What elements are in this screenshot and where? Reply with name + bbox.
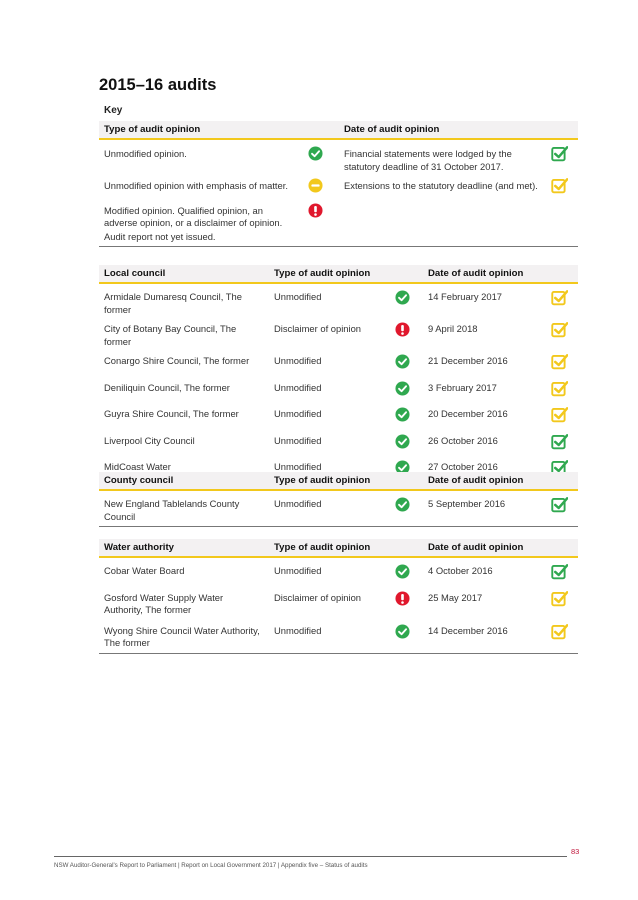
yellow-checkbox-icon [551, 185, 568, 196]
water-row [99, 617, 578, 654]
local-date: 27 October 2016 [423, 453, 543, 483]
local-opinion: Unmodified [274, 434, 322, 446]
key-date-text: Extensions to the statutory deadline (and met). [344, 180, 538, 191]
local-name: Guyra Shire Council, The former [104, 408, 239, 419]
green-check-circle-icon [395, 570, 410, 581]
green-check-circle-icon [395, 387, 410, 398]
green-check-circle-icon [395, 413, 410, 424]
local-date: 3 February 2017 [428, 381, 497, 393]
local-date: 14 February 2017 [428, 291, 503, 302]
local-opinion-icon-cell [383, 427, 423, 454]
water-date: 25 May 2017 [428, 591, 483, 603]
yellow-checkbox-icon [551, 414, 568, 425]
key-row [99, 230, 578, 247]
key-row [99, 198, 578, 230]
county-opinion-icon-cell [383, 490, 423, 527]
key-date-text [339, 230, 545, 247]
yellow-minus-circle-icon [308, 184, 323, 195]
green-check-circle-icon [395, 360, 410, 371]
local-row [99, 400, 578, 427]
water-date-icon-cell [543, 557, 578, 584]
local-date-icon-cell [543, 348, 578, 374]
page-number: 83 [571, 847, 580, 856]
county-date-icon-cell [543, 490, 578, 527]
county-date: 5 September 2016 [423, 490, 543, 527]
water-opinion-icon-cell [383, 557, 423, 584]
county-opinion: Unmodified [269, 490, 383, 527]
red-exclamation-circle-icon [308, 209, 323, 220]
local-name: Conargo Shire Council, The former [104, 355, 250, 366]
key-col-date: Date of audit opinion [339, 121, 578, 139]
page-title: 2015–16 audits [99, 76, 217, 94]
county-row [99, 490, 578, 527]
key-date-icon-cell [545, 139, 578, 173]
water-name: Gosford Water Supply Water Authority, The former [104, 591, 224, 615]
green-check-circle-icon [395, 440, 410, 451]
key-date-text [339, 198, 545, 230]
water-row [99, 584, 578, 617]
green-check-circle-icon [395, 503, 410, 514]
local-opinion: Unmodified [274, 381, 322, 393]
water-opinion-icon-cell [383, 617, 423, 654]
water-name: Wyong Shire Council Water Authority, The former [99, 617, 269, 654]
key-date-text: Financial statements were lodged by the statutory deadline of 31 October 2017. [344, 148, 512, 172]
local-row [99, 374, 578, 401]
key-date-icon-cell [545, 230, 578, 247]
water-col-name: Water authority [99, 539, 269, 557]
key-opinion-icon-cell [300, 198, 339, 230]
local-col-opinion: Type of audit opinion [269, 265, 423, 283]
red-exclamation-circle-icon [395, 597, 410, 608]
local-council-table [99, 265, 578, 484]
local-name: Armidale Dumaresq Council, The former [104, 291, 242, 315]
key-row [99, 139, 578, 173]
local-name: Deniliquin Council, The former [104, 381, 230, 393]
county-col-opinion: Type of audit opinion [269, 472, 423, 490]
local-date: 21 December 2016 [428, 355, 508, 366]
key-col-opinion: Type of audit opinion [99, 121, 339, 139]
water-col-date: Date of audit opinion [423, 539, 578, 557]
local-date-icon-cell [543, 316, 578, 348]
key-opinion-icon-cell [300, 173, 339, 198]
red-exclamation-circle-icon [395, 328, 410, 339]
local-date: 9 April 2018 [428, 323, 478, 334]
water-opinion: Disclaimer of opinion [274, 591, 362, 603]
water-date: 14 December 2016 [423, 617, 543, 654]
key-opinion-text: Unmodified opinion with emphasis of matter. [104, 180, 288, 191]
water-authority-table [99, 539, 578, 654]
water-name: Cobar Water Board [104, 565, 185, 576]
green-checkbox-icon [551, 441, 568, 452]
green-checkbox-icon [551, 504, 568, 515]
county-council-table [99, 472, 578, 527]
key-opinion-text: Modified opinion. Qualified opinion, an adverse opinion, or a disclaimer of opinion. [104, 204, 283, 228]
key-date-icon-cell [545, 173, 578, 198]
yellow-checkbox-icon [551, 598, 568, 609]
county-col-name: County council [99, 472, 269, 490]
footer-text: NSW Auditor-General's Report to Parliament | Report on Local Government 2017 | Appendix five – Status of audits [54, 862, 368, 869]
yellow-checkbox-icon [551, 297, 568, 308]
water-opinion-icon-cell [383, 584, 423, 617]
local-name: Liverpool City Council [104, 434, 195, 446]
local-date-icon-cell [543, 427, 578, 454]
footer-divider [54, 856, 567, 857]
county-col-date: Date of audit opinion [423, 472, 578, 490]
green-check-circle-icon [308, 152, 323, 163]
local-name: MidCoast Water [99, 453, 269, 483]
local-opinion: Unmodified [274, 355, 322, 366]
key-label: Key [104, 105, 123, 116]
local-opinion: Unmodified [274, 408, 322, 419]
local-opinion: Unmodified [274, 291, 322, 302]
local-col-name: Local council [99, 265, 269, 283]
local-opinion: Disclaimer of opinion [274, 323, 362, 334]
water-opinion: Unmodified [274, 565, 322, 576]
yellow-checkbox-icon [551, 388, 568, 399]
key-opinion-icon-cell [300, 230, 339, 247]
water-date: 4 October 2016 [428, 565, 493, 576]
county-name: New England Tablelands County Council [99, 490, 269, 527]
green-checkbox-icon [551, 153, 568, 164]
local-row [99, 348, 578, 374]
key-opinion-text: Audit report not yet issued. [99, 230, 300, 247]
local-row [99, 316, 578, 348]
local-date-icon-cell [543, 283, 578, 316]
key-row [99, 173, 578, 198]
local-opinion-icon-cell [383, 348, 423, 374]
local-opinion-icon-cell [383, 316, 423, 348]
local-row [99, 283, 578, 316]
local-opinion-icon-cell [383, 283, 423, 316]
local-opinion-icon-cell [383, 400, 423, 427]
water-col-opinion: Type of audit opinion [269, 539, 423, 557]
yellow-checkbox-icon [551, 361, 568, 372]
local-date-icon-cell [543, 374, 578, 401]
key-opinion-icon-cell [300, 139, 339, 173]
green-check-circle-icon [395, 296, 410, 307]
local-date-icon-cell [543, 400, 578, 427]
key-opinion-text: Unmodified opinion. [104, 148, 187, 159]
local-date: 26 October 2016 [428, 434, 498, 446]
green-check-circle-icon [395, 630, 410, 641]
key-table [99, 121, 578, 247]
local-opinion-icon-cell [383, 374, 423, 401]
water-date-icon-cell [543, 584, 578, 617]
local-col-date: Date of audit opinion [423, 265, 578, 283]
key-date-icon-cell [545, 198, 578, 230]
local-opinion: Unmodified [269, 453, 383, 483]
yellow-checkbox-icon [551, 631, 568, 642]
water-opinion: Unmodified [269, 617, 383, 654]
green-checkbox-icon [551, 571, 568, 582]
local-name: City of Botany Bay Council, The former [104, 323, 237, 347]
water-row [99, 557, 578, 584]
local-row [99, 427, 578, 454]
yellow-checkbox-icon [551, 329, 568, 340]
water-date-icon-cell [543, 617, 578, 654]
local-date: 20 December 2016 [428, 408, 508, 419]
